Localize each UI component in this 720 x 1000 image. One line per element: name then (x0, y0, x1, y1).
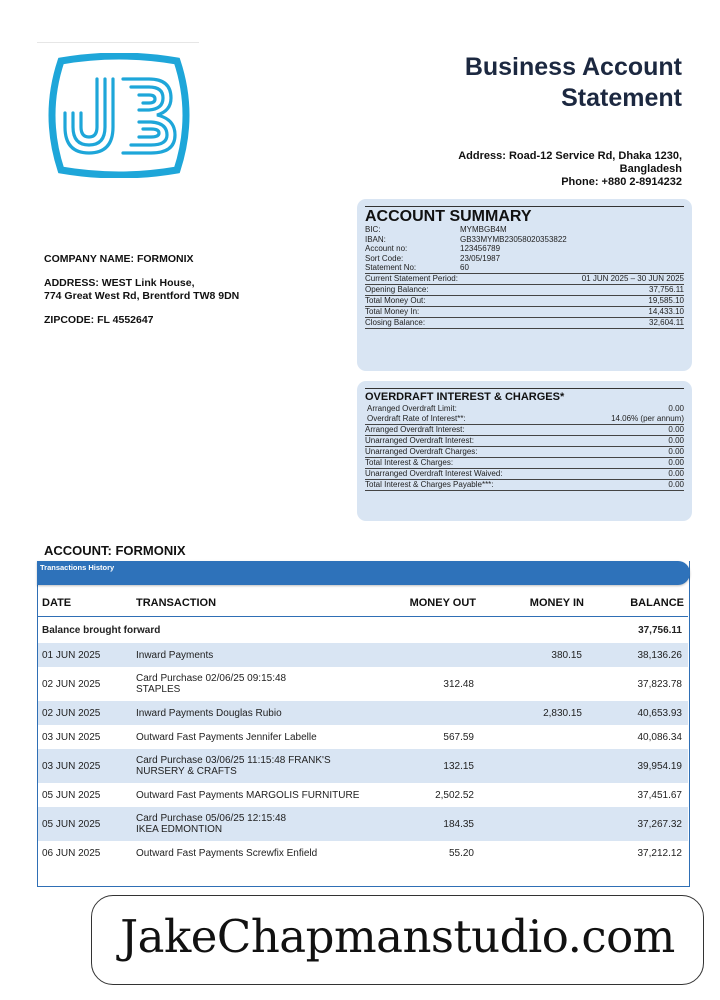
bank-address-line2: Bangladesh (619, 163, 682, 175)
table-row: 03 JUN 2025 Outward Fast Payments Jennifer Labelle 567.59 40,086.34 (42, 731, 682, 743)
overdraft-title: OVERDRAFT INTEREST & CHARGES* (365, 391, 565, 403)
account-summary-title: ACCOUNT SUMMARY (365, 208, 532, 225)
col-date: DATE (38, 590, 132, 617)
transactions-history-bar (37, 561, 690, 585)
overdraft-line: Unarranged Overdraft Interest: 0.00 (365, 436, 684, 445)
brought-forward-row: Balance brought forward 37,756.11 (42, 624, 682, 636)
col-money-out: MONEY OUT (380, 590, 480, 617)
summary-line: Total Money In: 14,433.10 (365, 306, 684, 316)
bank-address (382, 150, 682, 189)
overdraft-line: Unarranged Overdraft Charges: 0.00 (365, 447, 684, 456)
table-header-row (38, 590, 688, 617)
table-row: 01 JUN 2025 Inward Payments 380.15 38,136.26 (38, 643, 688, 667)
overdraft-line: Total Interest & Charges: 0.00 (365, 458, 684, 467)
table-row: 02 JUN 2025 Card Purchase 02/06/25 09:15:48 STAPLES 312.48 37,823.78 (42, 673, 682, 695)
account-label: ACCOUNT: FORMONIX (44, 543, 186, 558)
overdraft-line: Total Interest & Charges Payable***: 0.00 (365, 480, 684, 489)
company-info (44, 253, 334, 327)
table-row: 05 JUN 2025 Outward Fast Payments MARGOLIS FURNITURE 2,502.52 37,451.67 (42, 789, 682, 801)
overdraft-line: Arranged Overdraft Limit: 0.00 (367, 404, 684, 413)
col-transaction: TRANSACTION (132, 590, 380, 617)
bank-phone: Phone: +880 2-8914232 (561, 176, 682, 188)
col-balance: BALANCE (588, 590, 688, 617)
summary-detail: Statement No: 60 (365, 263, 469, 272)
summary-line: Current Statement Period: 01 JUN 2025 – 30 JUN 2025 (365, 273, 684, 283)
company-address-line1: ADDRESS: WEST Link House, (44, 277, 195, 289)
statement-title (465, 52, 682, 114)
summary-detail: BIC: MYMBGB4M (365, 225, 507, 234)
title-line1: Business Account (464, 53, 682, 81)
transactions-history-label: Transactions History (40, 563, 115, 572)
company-address-line2: 774 Great West Rd, Brentford TW8 9DN (44, 290, 240, 302)
table-row: 03 JUN 2025 Card Purchase 03/06/25 11:15:48 FRANK'S NURSERY & CRAFTS 132.15 39,954.19 (38, 749, 688, 783)
company-name: COMPANY NAME: FORMONIX (44, 253, 194, 265)
overdraft-line: Overdraft Rate of Interest**: 14.06% (per annum) (367, 414, 684, 423)
overdraft-panel (357, 381, 692, 521)
watermark-box (91, 895, 704, 985)
logo-area (37, 42, 199, 178)
col-money-in: MONEY IN (480, 590, 588, 617)
summary-line: Total Money Out: 19,585.10 (365, 295, 684, 305)
overdraft-line: Unarranged Overdraft Interest Waived: 0.00 (365, 469, 684, 478)
summary-line: Opening Balance: 37,756.11 (365, 284, 684, 294)
table-row: 02 JUN 2025 Inward Payments Douglas Rubio 2,830.15 40,653.93 (38, 701, 688, 725)
overdraft-line: Arranged Overdraft Interest: 0.00 (365, 425, 684, 434)
table-row: 05 JUN 2025 Card Purchase 05/06/25 12:15:48 IKEA EDMONTION 184.35 37,267.32 (38, 807, 688, 841)
table-row: 06 JUN 2025 Outward Fast Payments Screwfix Enfield 55.20 37,212.12 (42, 847, 682, 859)
summary-detail: Sort Code: 23/05/1987 (365, 253, 501, 263)
bank-address-line1: Address: Road-12 Service Rd, Dhaka 1230, (458, 150, 682, 162)
summary-line: Closing Balance: 32,604.11 (365, 317, 684, 327)
jb-logo-icon (39, 53, 199, 178)
transactions-table (38, 590, 688, 865)
company-zipcode: ZIPCODE: FL 4552647 (44, 314, 154, 326)
summary-detail: Account no: 123456789 (365, 244, 501, 253)
title-line2: Statement (561, 84, 682, 112)
summary-detail: IBAN: GB33MYMB23058020353822 (365, 234, 567, 244)
account-summary-panel (357, 199, 692, 371)
watermark-text: JakeChapmanstudio.com (120, 910, 675, 963)
